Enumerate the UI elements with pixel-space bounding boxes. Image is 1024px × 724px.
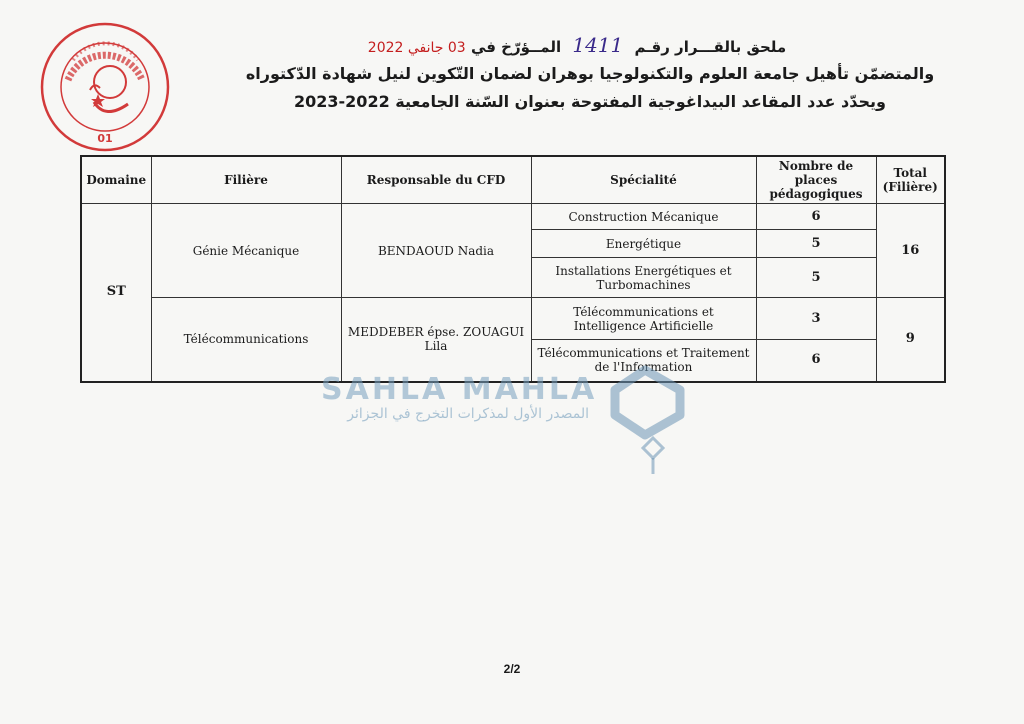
header-specialite: Spécialité	[531, 156, 756, 204]
filiere-cell: Génie Mécanique	[151, 204, 341, 298]
specialite-cell: Télécommunications et Traitement de l'Information	[531, 340, 756, 382]
header-line-2: والمتضمّن تأهيل جامعة العلوم والتكنولوجيا بوهران لضمان التّكوين لنيل شهادة الدّكتوراه	[245, 64, 935, 83]
total-cell: 9	[876, 298, 945, 382]
stamp-seal-icon	[38, 20, 172, 154]
watermark-subtitle: المصدر الأول لمذكرات التخرج في الجزائر	[347, 406, 589, 422]
stamp-number: 01	[97, 132, 113, 145]
header-places: Nombre de places pédagogiques	[756, 156, 876, 204]
document-header	[190, 30, 990, 116]
page-number: 2/2	[503, 662, 521, 676]
domaine-cell: ST	[81, 204, 151, 382]
header-responsable: Responsable du CFD	[341, 156, 531, 204]
watermark	[315, 360, 715, 480]
specialite-cell: Construction Mécanique	[531, 204, 756, 230]
places-table	[80, 155, 946, 383]
header-total: Total (Filière)	[876, 156, 945, 204]
header-line-1	[190, 30, 990, 60]
official-stamp	[38, 20, 172, 154]
responsable-cell: MEDDEBER épse. ZOUAGUI Lila	[341, 298, 531, 382]
places-cell: 5	[756, 258, 876, 298]
decree-date: 03 جانفي 2022	[367, 40, 466, 56]
specialite-cell: Télécommunications et Intelligence Artificielle	[531, 298, 756, 340]
table-row	[81, 298, 945, 340]
specialite-cell: Energétique	[531, 230, 756, 258]
watermark-title: SAHLA MAHLA	[321, 372, 598, 407]
total-cell: 16	[876, 204, 945, 298]
places-cell: 5	[756, 230, 876, 258]
filiere-cell: Télécommunications	[151, 298, 341, 382]
table-header-row	[81, 156, 945, 204]
header-filiere: Filière	[151, 156, 341, 204]
header-decree-prefix: ملحق بالقـــرار رقـم	[634, 38, 787, 56]
watermark-logo-icon	[595, 360, 705, 475]
places-cell: 3	[756, 298, 876, 340]
header-domaine: Domaine	[81, 156, 151, 204]
responsable-cell: BENDAOUD Nadia	[341, 204, 531, 298]
places-cell: 6	[756, 204, 876, 230]
header-dated-label: المــؤرّخ في	[470, 38, 562, 56]
places-cell: 6	[756, 340, 876, 382]
table-row	[81, 204, 945, 230]
specialite-cell: Installations Energétiques et Turbomachines	[531, 258, 756, 298]
header-line-3: ويحدّد عدد المقاعد البيداغوجية المفتوحة بعنوان السّنة الجامعية 2022-2023	[294, 92, 886, 111]
decree-number: 1411	[572, 33, 624, 57]
